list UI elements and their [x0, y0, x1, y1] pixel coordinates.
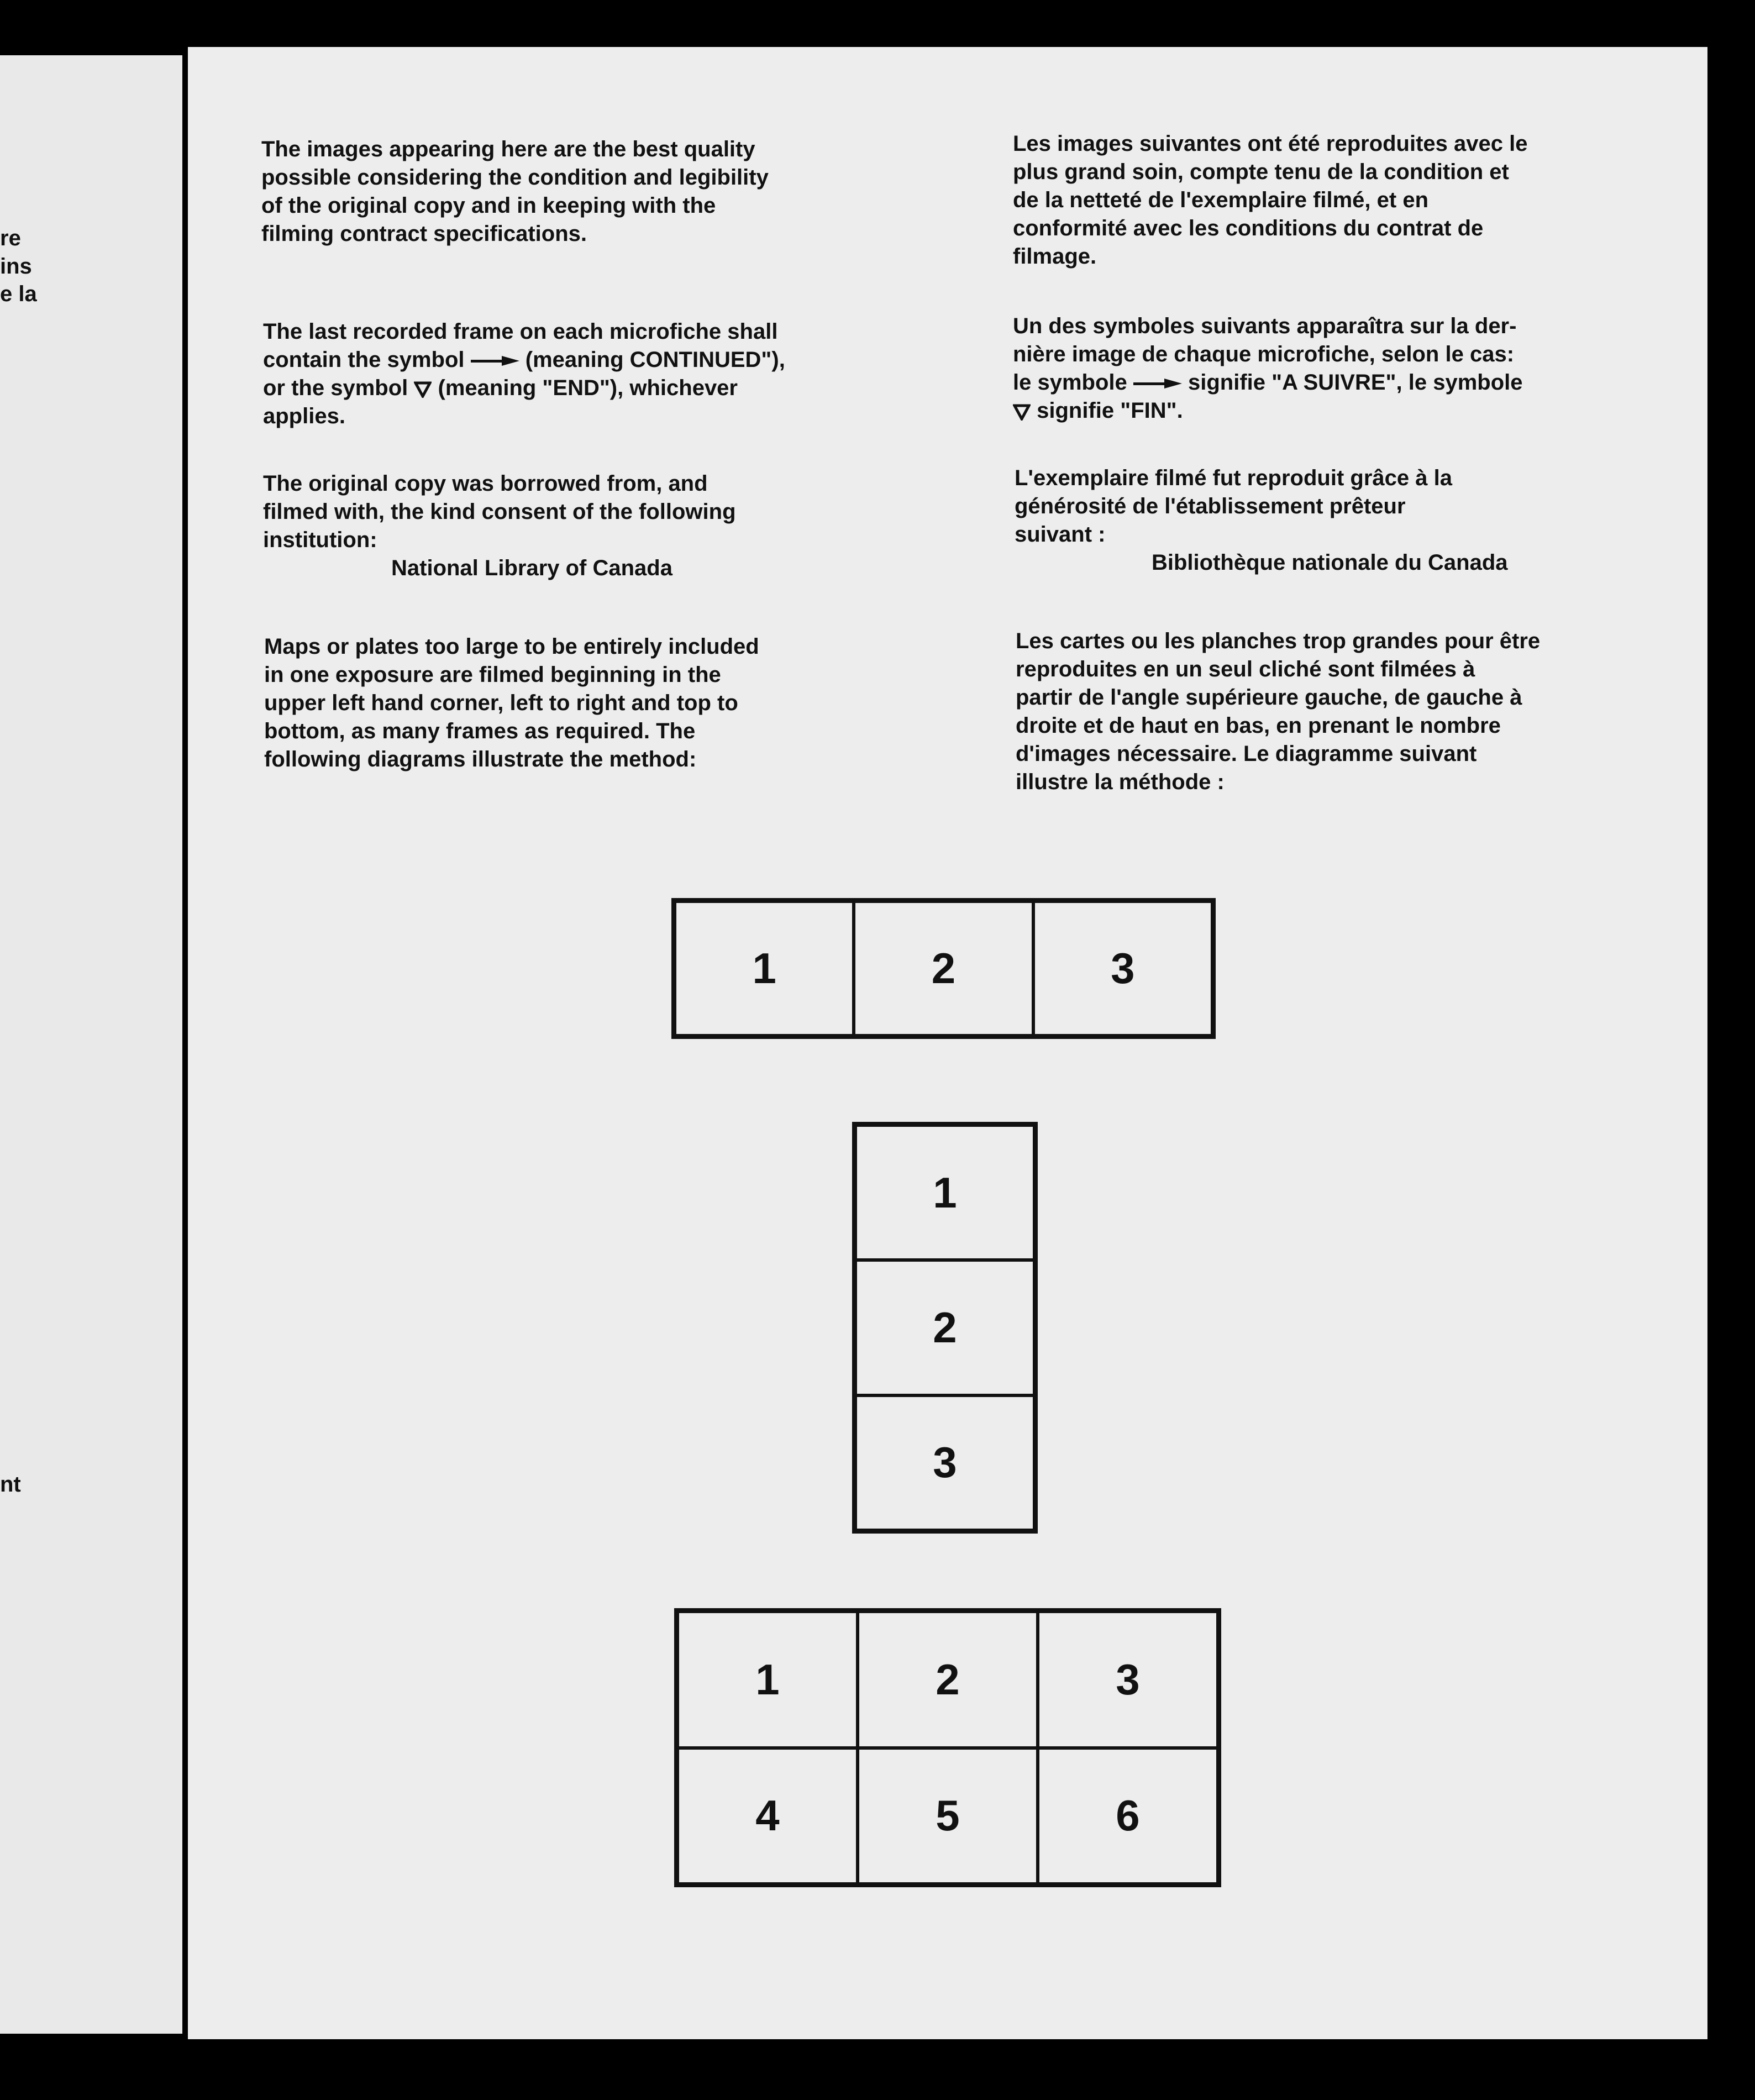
text-line: of the original copy and in keeping with the: [261, 193, 716, 218]
frame-cell: 2: [854, 901, 1033, 1036]
frame-cell: 1: [855, 1125, 1034, 1260]
end-triangle-icon: [414, 380, 432, 398]
text-line: [1013, 397, 1523, 425]
text-segment: contain the symbol: [263, 348, 465, 372]
text-line: upper left hand corner, left to right and top to: [264, 691, 738, 715]
adjacent-page-strip: [0, 55, 182, 2034]
frame-cell: 6: [1038, 1748, 1218, 1884]
french-paragraph-quality: [1013, 130, 1527, 271]
left-page-fragment: nt: [0, 1472, 21, 1497]
text-line: d'images nécessaire. Le diagramme suivant: [1016, 742, 1477, 766]
left-page-fragment: e la: [0, 282, 37, 306]
english-paragraph-symbols: [263, 318, 785, 431]
frame-cell: 5: [858, 1748, 1038, 1884]
frame-cell: 3: [1033, 901, 1212, 1036]
text-line: générosité de l'établissement prêteur: [1015, 494, 1406, 518]
text-line: possible considering the condition and legibility: [261, 165, 769, 190]
text-line: filming contract specifications.: [261, 222, 587, 246]
text-line: de la netteté de l'exemplaire filmé, et en: [1013, 188, 1429, 212]
frame-cell: 3: [1038, 1611, 1218, 1748]
text-line: The last recorded frame on each microfiche shall: [263, 319, 778, 344]
text-line: filmed with, the kind consent of the following: [263, 500, 736, 524]
text-segment: le symbole: [1013, 370, 1127, 395]
text-line: Les images suivantes ont été reproduites avec le: [1013, 132, 1528, 156]
text-line: reproduites en un seul cliché sont filmées à: [1016, 657, 1475, 681]
text-line: illustre la méthode :: [1016, 770, 1225, 794]
text-line: nière image de chaque microfiche, selon le cas:: [1013, 342, 1515, 366]
text-line: plus grand soin, compte tenu de la condition et: [1013, 160, 1509, 184]
continued-arrow-icon: [1133, 377, 1182, 390]
text-line: [1013, 369, 1523, 397]
left-page-fragment: re: [0, 226, 21, 250]
text-line: L'exemplaire filmé fut reproduit grâce à la: [1015, 466, 1452, 490]
frame-cell: 2: [855, 1260, 1034, 1395]
english-paragraph-institution: [263, 470, 736, 582]
french-paragraph-institution: [1015, 464, 1508, 577]
frame-cell: 1: [675, 901, 854, 1036]
document-page: [188, 47, 1707, 2039]
horizontal-frames-diagram: [671, 898, 1216, 1039]
frame-cell: 2: [858, 1611, 1038, 1748]
frame-cell: 3: [855, 1395, 1034, 1530]
text-line: suivant :: [1015, 522, 1106, 547]
text-line: The images appearing here are the best quality: [261, 137, 755, 161]
french-paragraph-maps: [1016, 627, 1540, 796]
continued-arrow-icon: [471, 355, 519, 367]
institution-name-english: National Library of Canada: [391, 556, 672, 580]
text-segment: (meaning CONTINUED"),: [525, 348, 785, 372]
text-line: following diagrams illustrate the method:: [264, 747, 697, 771]
text-line: Maps or plates too large to be entirely included: [264, 634, 759, 659]
text-line: Un des symboles suivants apparaîtra sur la der-: [1013, 314, 1517, 338]
text-line: droite et de haut en bas, en prenant le nombre: [1016, 713, 1501, 738]
text-segment: signifie "A SUIVRE", le symbole: [1188, 370, 1523, 395]
grid-frames-diagram: [674, 1608, 1221, 1887]
text-line: applies.: [263, 404, 345, 428]
text-segment: (meaning "END"), whichever: [438, 376, 738, 400]
left-page-fragment: ins: [0, 254, 32, 279]
text-line: institution:: [263, 528, 377, 552]
text-line: bottom, as many frames as required. The: [264, 719, 696, 743]
frame-cell: 4: [677, 1748, 858, 1884]
french-paragraph-symbols: [1013, 312, 1523, 425]
text-line: Les cartes ou les planches trop grandes pour être: [1016, 629, 1541, 653]
english-paragraph-quality: [261, 135, 769, 248]
text-line: in one exposure are filmed beginning in the: [264, 663, 721, 687]
text-line: filmage.: [1013, 244, 1097, 269]
text-line: partir de l'angle supérieure gauche, de gauche à: [1016, 685, 1522, 710]
text-line: The original copy was borrowed from, and: [263, 471, 708, 496]
institution-name-french: Bibliothèque nationale du Canada: [1152, 550, 1508, 575]
text-line: [263, 346, 785, 374]
end-triangle-icon: [1013, 403, 1031, 421]
english-paragraph-maps: [264, 633, 759, 774]
text-segment: signifie "FIN".: [1037, 398, 1183, 423]
text-segment: or the symbol: [263, 376, 408, 400]
frame-cell: 1: [677, 1611, 858, 1748]
text-line: conformité avec les conditions du contrat de: [1013, 216, 1484, 240]
text-line: [263, 374, 785, 402]
vertical-frames-diagram: [852, 1122, 1038, 1534]
